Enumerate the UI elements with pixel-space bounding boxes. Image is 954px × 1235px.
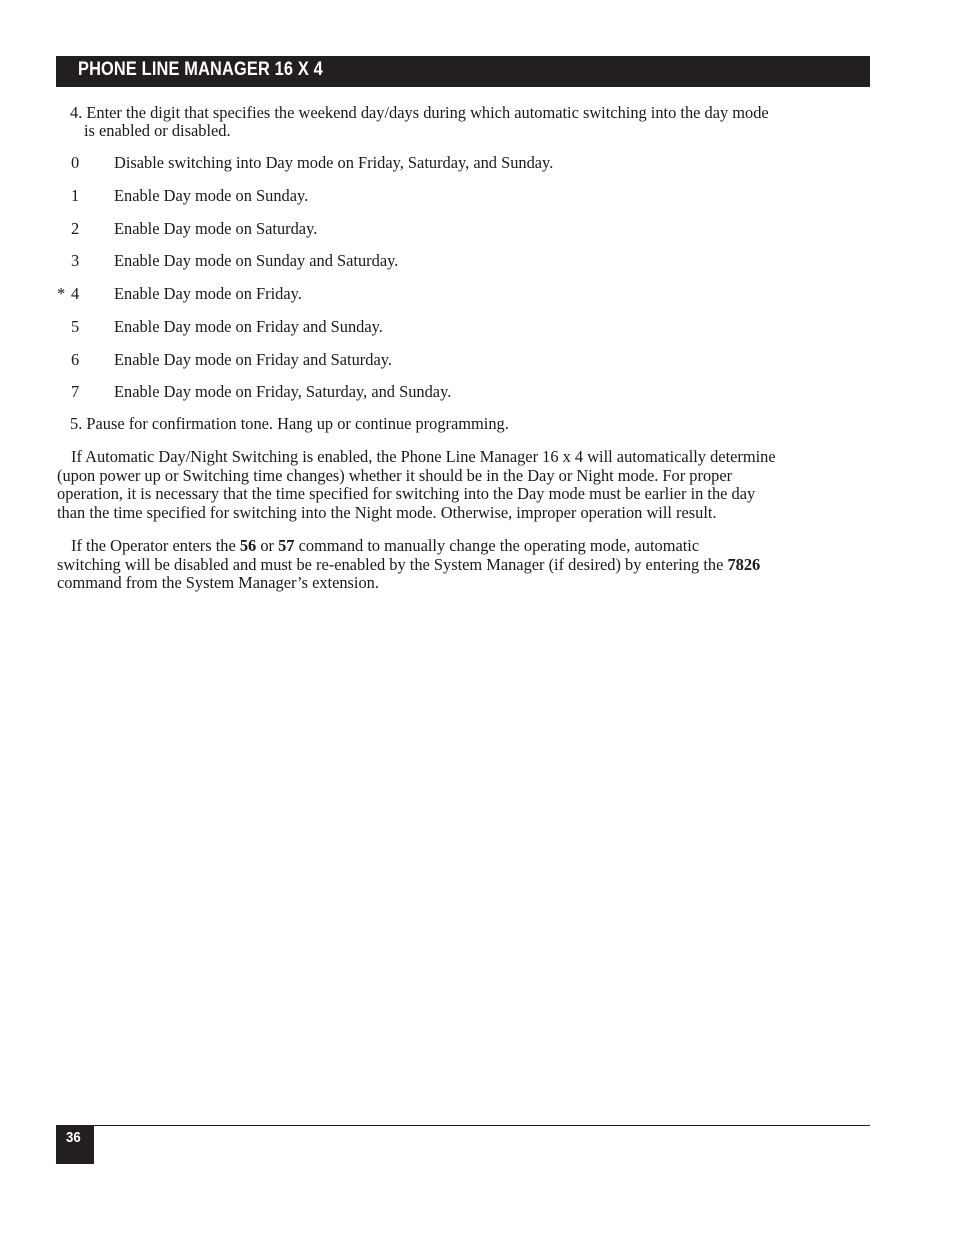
text-run: If the Operator enters the [71,536,240,555]
paragraph-line: than the time specified for switching into the Night mode. Otherwise, improper operation will result. [57,502,717,522]
page-header-title: PHONE LINE MANAGER 16 X 4 [78,59,323,80]
paragraph-line: If Automatic Day/Night Switching is enabled, the Phone Line Manager 16 x 4 will automatically determine [71,447,776,466]
command-code-57: 57 [278,536,295,555]
paragraph-line [57,556,870,575]
header-bar [56,56,870,87]
page-number-box [56,1125,94,1164]
paragraph-line [57,537,870,556]
command-code-56: 56 [239,536,257,555]
option-text: Disable switching into Day mode on Friday, Saturday, and Sunday. [114,153,554,172]
paragraph-line: (upon power up or Switching time changes) whether it should be in the Day or Night mode. For proper [57,465,733,485]
paragraph-operator-override [57,537,870,593]
paragraph-line: operation, it is necessary that the time specified for switching into the Day mode must be earlier in the day [57,484,756,503]
option-digit: 6 [71,350,80,369]
option-digit: 4 [71,284,80,303]
step-5: 5. Pause for confirmation tone. Hang up or continue programming. [70,414,509,433]
option-digit: 5 [71,317,80,336]
option-text: Enable Day mode on Friday, Saturday, and Sunday. [114,382,452,401]
option-text: Enable Day mode on Friday and Saturday. [114,350,392,369]
option-digit: 7 [71,382,80,401]
step-4-line-1: 4. Enter the digit that specifies the weekend day/days during which automatic switching into the day mode [70,103,769,122]
page-number: 36 [66,1129,81,1146]
option-digit: 0 [71,153,80,172]
option-digit: 3 [71,251,80,270]
default-marker: * [57,284,66,303]
option-text: Enable Day mode on Saturday. [114,219,318,238]
paragraph-line: command from the System Manager’s extension. [57,573,379,592]
option-text: Enable Day mode on Friday. [114,284,302,303]
option-text: Enable Day mode on Sunday and Saturday. [114,251,399,270]
option-digit: 1 [71,186,80,205]
footer-rule [56,1125,870,1126]
step-4-line-2: is enabled or disabled. [84,121,231,140]
text-run: or [256,536,279,555]
command-code-7826: 7826 [727,554,761,574]
text-run: command to manually change the operating mode, automatic [294,536,700,555]
option-digit: 2 [71,219,80,238]
text-run: switching will be disabled and must be re-enabled by the System Manager (if desired) by entering the [57,554,728,574]
paragraph-auto-switching [57,448,870,522]
option-text: Enable Day mode on Friday and Sunday. [114,317,383,336]
option-text: Enable Day mode on Sunday. [114,186,309,205]
